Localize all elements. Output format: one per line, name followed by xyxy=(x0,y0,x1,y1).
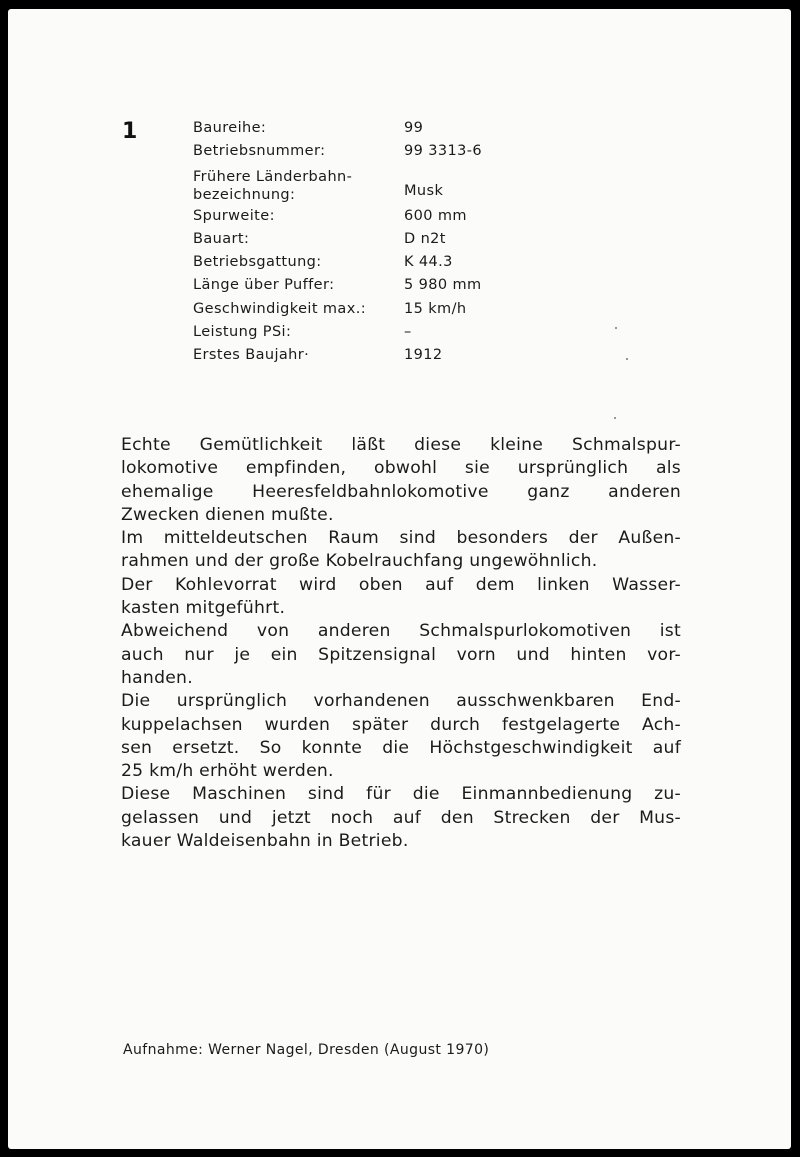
text-line: Abweichend von anderen Schmalspurlokomotiven ist xyxy=(121,621,681,642)
text-line: handen. xyxy=(121,667,193,688)
spec-value: 99 xyxy=(404,120,424,136)
text-line: kasten mitgeführt. xyxy=(121,598,286,619)
spec-value: – xyxy=(404,324,412,341)
spec-row xyxy=(193,228,573,251)
spec-label: Erstes Baujahr· xyxy=(193,347,310,364)
spec-label: Geschwindigkeit max.: xyxy=(193,300,366,317)
text-line: kauer Waldeisenbahn in Betrieb. xyxy=(121,831,409,852)
text-line: Im mitteldeutschen Raum sind besonders der Außen- xyxy=(121,528,681,549)
paragraph xyxy=(121,527,681,574)
text-line: Echte Gemütlichkeit läßt diese kleine Schmalspur- xyxy=(121,435,681,455)
spec-row xyxy=(193,205,573,228)
paper-speck xyxy=(615,327,617,329)
postcard-back xyxy=(8,9,791,1149)
text-line: Die ursprünglich vorhandenen ausschwenkbaren End- xyxy=(121,691,681,712)
spec-label: Leistung PSi: xyxy=(193,324,292,341)
spec-row xyxy=(193,117,573,140)
spec-table xyxy=(193,117,573,368)
paragraph xyxy=(121,620,681,690)
spec-row xyxy=(193,344,573,367)
spec-label: Bauart: xyxy=(193,230,250,247)
text-line: kuppelachsen wurden später durch festgelagerte Ach- xyxy=(121,714,681,735)
spec-label: Länge über Puffer: xyxy=(193,277,335,294)
spec-row xyxy=(193,251,573,274)
paragraph xyxy=(121,783,681,853)
spec-label: Spurweite: xyxy=(193,207,275,224)
text-line: auch nur je ein Spitzensignal vorn und hinten vor- xyxy=(121,644,681,665)
paragraph xyxy=(121,574,681,621)
spec-value: 5 980 mm xyxy=(404,277,482,294)
spec-label: Baureihe: xyxy=(193,120,267,136)
text-line: ehemalige Heeresfeldbahnlokomotive ganz anderen xyxy=(121,481,681,502)
spec-row xyxy=(193,140,573,163)
spec-row xyxy=(193,164,573,205)
spec-row xyxy=(193,274,573,297)
text-line: Diese Maschinen sind für die Einmannbedienung zu- xyxy=(121,784,681,805)
photo-credit: Aufnahme: Werner Nagel, Dresden (August 1970) xyxy=(123,1042,490,1058)
text-line: sen ersetzt. So konnte die Höchstgeschwindigkeit auf xyxy=(121,737,681,758)
card-number: 1 xyxy=(122,119,138,144)
paragraph xyxy=(121,434,681,527)
text-line: Zwecken dienen mußte. xyxy=(121,504,334,525)
spec-value: 15 km/h xyxy=(404,300,467,317)
spec-row xyxy=(193,298,573,321)
spec-value: 600 mm xyxy=(404,207,467,224)
spec-value: 1912 xyxy=(404,347,443,364)
text-line: 25 km/h erhöht werden. xyxy=(121,761,334,782)
spec-row xyxy=(193,321,573,344)
text-line: gelassen und jetzt noch auf den Strecken der Mus- xyxy=(121,807,681,828)
spec-label: Betriebsnummer: xyxy=(193,143,326,160)
spec-value: Musk xyxy=(404,183,444,200)
spec-value: 99 3313-6 xyxy=(404,143,483,160)
spec-label: Betriebsgattung: xyxy=(193,254,322,271)
text-line: Der Kohlevorrat wird oben auf dem linken Wasser- xyxy=(121,574,681,595)
paper-speck xyxy=(626,358,628,360)
paper-speck xyxy=(614,417,616,419)
spec-value: K 44.3 xyxy=(404,254,453,271)
paragraph xyxy=(121,690,681,783)
description-text xyxy=(121,434,681,853)
spec-value: D n2t xyxy=(404,230,446,247)
text-line: rahmen und der große Kobelrauchfang ungewöhnlich. xyxy=(121,551,598,572)
spec-label: Frühere Länderbahn- bezeichnung: xyxy=(193,168,353,203)
text-line: lokomotive empfinden, obwohl sie ursprünglich als xyxy=(121,458,681,479)
